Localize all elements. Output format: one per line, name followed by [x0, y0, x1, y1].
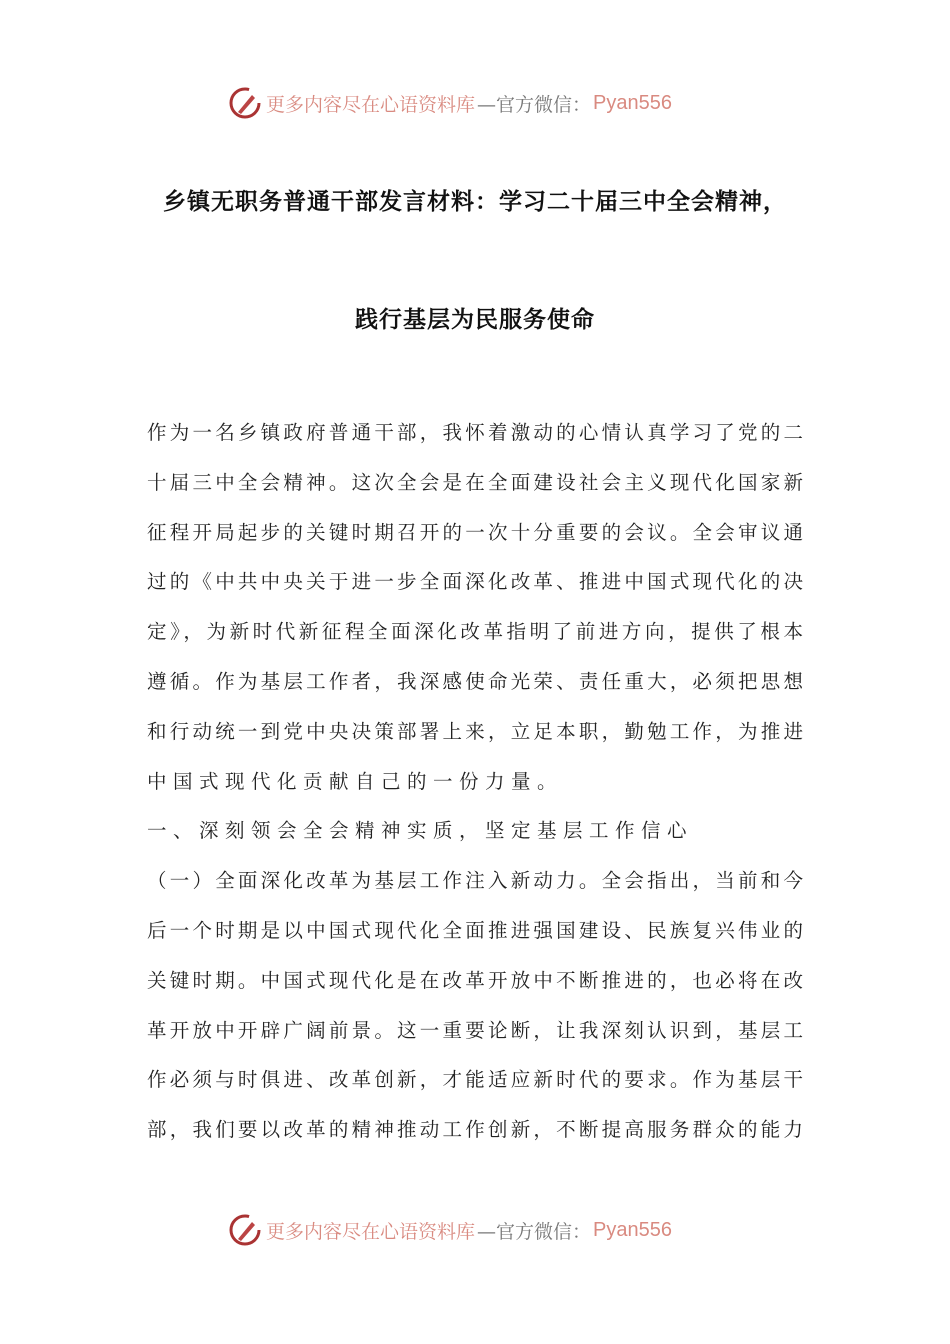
paragraph-line: 革开放中开辟广阔前景。这一重要论断，让我深刻认识到，基层工 [147, 1018, 803, 1042]
watermark-dash: —官方微信： [477, 93, 592, 116]
doc-title-line2: 践行基层为民服务使命 [355, 307, 595, 333]
watermark-site: 更多内容尽在心语资料库 [266, 1220, 476, 1243]
paragraph-line: 征程开局起步的关键时期召开的一次十分重要的会议。全会审议通 [147, 520, 803, 544]
paragraph-line: 过的《中共中央关于进一步全面深化改革、推进中国式现代化的决 [147, 570, 803, 594]
paragraph-line: 后一个时期是以中国式现代化全面推进强国建设、民族复兴伟业的 [147, 919, 803, 942]
paragraph-line: （一）全面深化改革为基层工作注入新动力。全会指出，当前和今 [147, 869, 803, 893]
header-watermark [228, 85, 672, 121]
watermark-wechat: Pyan556 [593, 91, 672, 114]
section-heading: 一、深刻领会全会精神实质，坚定基层工作信心 [147, 819, 694, 843]
pen-logo-icon [228, 86, 262, 120]
paragraph-line: 作为一名乡镇政府普通干部，我怀着激动的心情认真学习了党的二 [147, 421, 803, 444]
paragraph-line: 关键时期。中国式现代化是在改革开放中不断推进的，也必将在改 [147, 968, 803, 992]
paragraph-line: 十届三中全会精神。这次全会是在全面建设社会主义现代化国家新 [147, 470, 803, 494]
paragraph-line: 遵循。作为基层工作者，我深感使命光荣、责任重大，必须把思想 [147, 670, 803, 693]
footer-watermark [228, 1212, 672, 1248]
paragraph-line: 定》，为新时代新征程全面深化改革指明了前进方向，提供了根本 [147, 620, 803, 644]
watermark-wechat: Pyan556 [593, 1218, 672, 1241]
paragraph-line: 作必须与时俱进、改革创新，才能适应新时代的要求。作为基层干 [147, 1068, 803, 1092]
paragraph-line: 部，我们要以改革的精神推动工作创新，不断提高服务群众的能力 [147, 1118, 803, 1142]
watermark-dash: —官方微信： [477, 1220, 592, 1243]
pen-logo-icon [228, 1213, 262, 1247]
paragraph-line: 中国式现代化贡献自己的一份力量。 [147, 769, 564, 793]
watermark-site: 更多内容尽在心语资料库 [266, 93, 476, 116]
paragraph-line: 和行动统一到党中央决策部署上来，立足本职，勤勉工作，为推进 [147, 719, 803, 743]
doc-title-line1: 乡镇无职务普通干部发言材料：学习二十届三中全会精神， [163, 189, 787, 215]
